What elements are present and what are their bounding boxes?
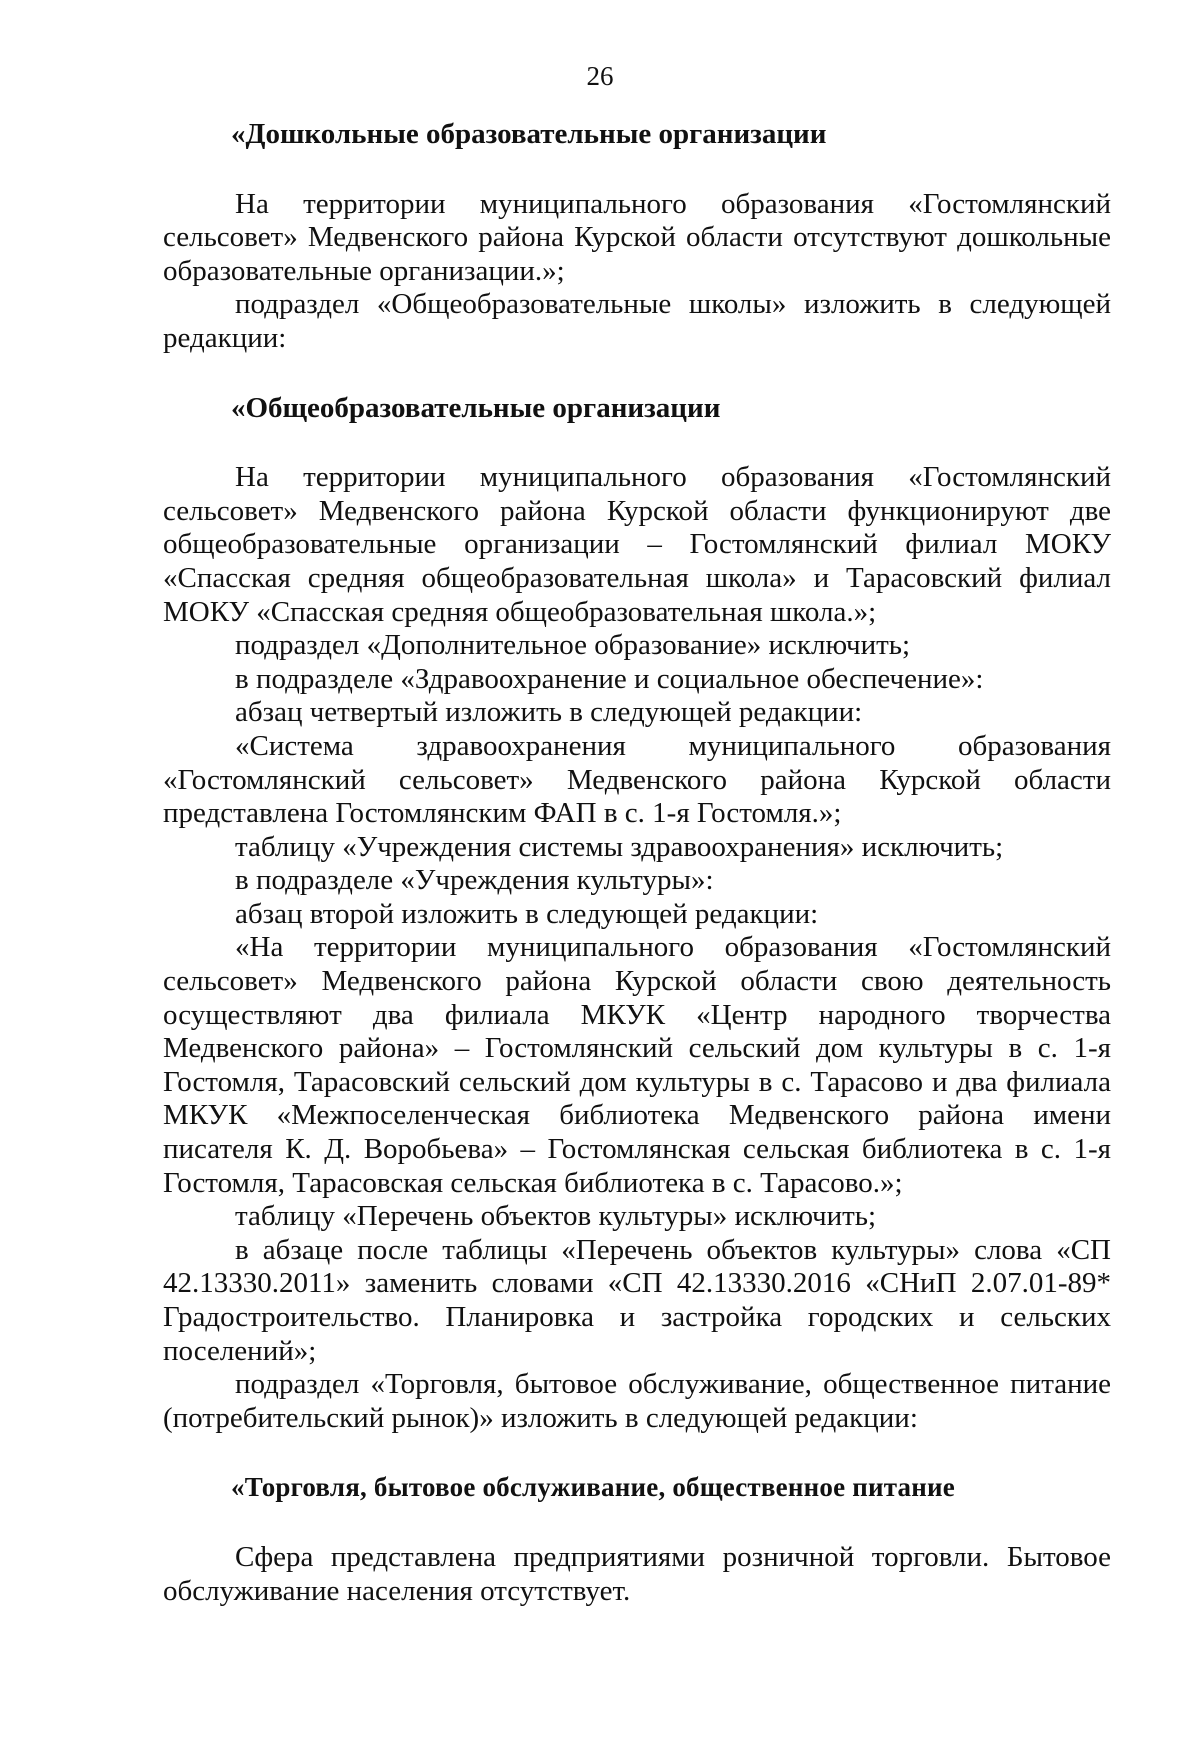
- paragraph: «На территории муниципального образования «Гостомлянский сельсовет» Медвенского района Курской области свою деятельность осуществляют два филиала МКУК «Центр народного творчества Медвенского района» – Гостомлянский сельский дом культуры в с. 1-я Гостомля, Тарасовский сельский дом культуры в с. Тарасово и два филиала МКУК «Межпоселенческая библиотека Медвенского района имени писателя К. Д. Воробьева» – Гостомлянская сельская библиотека в с. 1-я Гостомля, Тарасовская сельская библиотека в с. Тарасово.»;: [163, 931, 1111, 1199]
- paragraph: подраздел «Общеобразовательные школы» изложить в следующей редакции:: [163, 288, 1111, 354]
- spacer: [163, 356, 1111, 392]
- paragraph: абзац четвертый изложить в следующей редакции:: [235, 696, 863, 729]
- paragraph: в подразделе «Учреждения культуры»:: [235, 864, 714, 897]
- paragraph: абзац второй изложить в следующей редакции:: [235, 897, 819, 930]
- spacer: [163, 1435, 1111, 1471]
- spacer: [163, 425, 1111, 461]
- spacer: [163, 152, 1111, 188]
- paragraph: подраздел «Торговля, бытовое обслуживание, общественное питание (потребительский рынок)» изложить в следующей редакции:: [163, 1368, 1111, 1434]
- paragraph: таблицу «Перечень объектов культуры» исключить;: [235, 1200, 877, 1233]
- document-body: [163, 118, 1111, 1608]
- paragraph: «Система здравоохранения муниципального образования «Гостомлянский сельсовет» Медвенского района Курской области представлена Гостомлянским ФАП в с. 1-я Гостомля.»;: [163, 729, 1111, 830]
- paragraph: На территории муниципального образования «Гостомлянский сельсовет» Медвенского района Курской области отсутствуют дошкольные образовательные организации.»;: [163, 187, 1111, 287]
- paragraph: На территории муниципального образования «Гостомлянский сельсовет» Медвенского района Курской области функционируют две общеобразовательные организации – Гостомлянский филиал МОКУ «Спасская средняя общеобразовательная школа» и Тарасовский филиал МОКУ «Спасская средняя общеобразовательная школа.»;: [163, 461, 1111, 628]
- paragraph: Сфера представлена предприятиями розничной торговли. Бытовое обслуживание населения отсутствует.: [163, 1540, 1111, 1607]
- section-heading-trade: «Торговля, бытовое обслуживание, общественное питание: [231, 1472, 955, 1503]
- section-heading-general-education: «Общеобразовательные организации: [231, 391, 721, 424]
- page-number: 26: [586, 61, 614, 91]
- paragraph: таблицу «Учреждения системы здравоохранения» исключить;: [235, 830, 1004, 863]
- section-heading-preschool: «Дошкольные образовательные организации: [231, 118, 827, 150]
- paragraph: подраздел «Дополнительное образование» исключить;: [235, 629, 911, 662]
- paragraph: в абзаце после таблицы «Перечень объектов культуры» слова «СП 42.13330.2011» заменить словами «СП 42.13330.2016 «СНиП 2.07.01-89* Градостроительство. Планировка и застройка городских и сельских поселений»;: [163, 1233, 1111, 1367]
- spacer: [163, 1505, 1111, 1541]
- paragraph: в подразделе «Здравоохранение и социальное обеспечение»:: [235, 662, 984, 695]
